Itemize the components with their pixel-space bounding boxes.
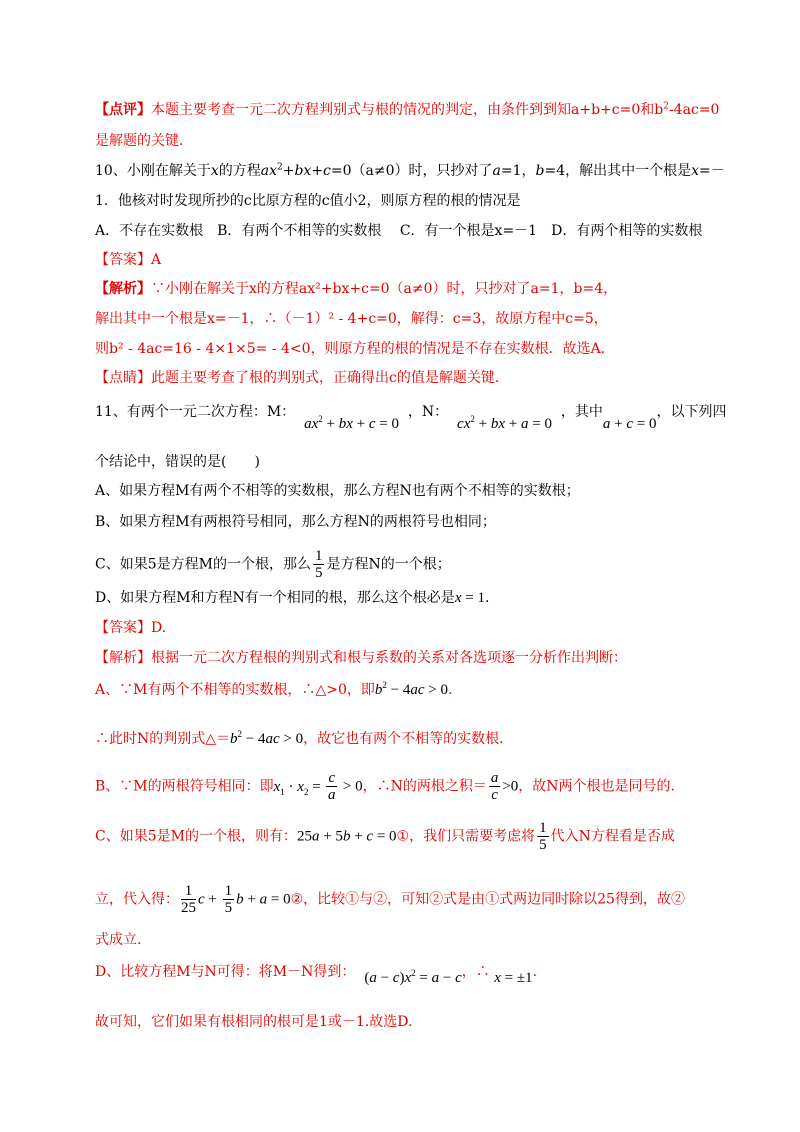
q10-comment: 【点睛】此题主要考查了根的判别式，正确得出c的值是解题关键． bbox=[95, 370, 509, 386]
q11-analysis-c1: C、如果5是M的一个根，则有：25a + 5b + c = 0①，我们只需要考虑将 $\frac{1}{5}$ 代入N方程看是否成 bbox=[95, 820, 675, 853]
q11-intro-2: 个结论中，错误的是( ) bbox=[95, 454, 260, 470]
comment-line-2: 是解题的关键． bbox=[95, 133, 193, 149]
q11-option-b: B、如果方程M有两根符号相同，那么方程N的两根符号也相同； bbox=[95, 514, 496, 530]
comment-line-1: 【点评】本题主要考查一元二次方程判别式与根的情况的判定，由条件到到知a+b+c=0和$b^2-4ac=0$ bbox=[95, 101, 720, 118]
q10-options: A．不存在实数根 B．有两个不相等的实数根 C．有一个根是x=－1 D．有两个相等的实数根 bbox=[95, 223, 703, 239]
q10-line-1: 10、小刚在解关于x的方程$ax^2+bx+c=0(a\ne 0)$时，只抄对了a=1，b=4，解出其中一个根是x=－ bbox=[95, 162, 725, 179]
q11-analysis-b: B、∵M的两根符号相同：即$x_1 \cdot x_2$ = $\frac{c}{a}$ > 0，∴N的两根之积＝ $\frac{a}{c}$ >0，故N两个根也是同号的. bbox=[95, 770, 675, 803]
q11-analysis-d: D、比较方程M与N可得：将M－N得到： $(a - c)x^2 = a - c$，∴ x = ±1. bbox=[95, 964, 538, 986]
q10-analysis-2: 解出其中一个根是x=－1，∴（－1）² - 4+c=0，解得：c=3，故原方程中c=5， bbox=[95, 311, 608, 327]
q11-answer: 【答案】D. bbox=[95, 620, 167, 636]
q11-analysis-a1: A、∵M有两个不相等的实数根，∴△>0，即$b^2 - 4ac > 0$. bbox=[95, 680, 453, 698]
q10-answer: 【答案】A bbox=[95, 252, 162, 268]
q11-final: 故可知，它们如果有根相同的根可是1或－1.故选D. bbox=[95, 1014, 413, 1030]
comment-tag: 【点评】 bbox=[95, 102, 151, 118]
q10-analysis-3: 则b² - 4ac=16 - 4×1×5= - 4<0，则原方程的根的情况是不存在实数根．故选A． bbox=[95, 341, 615, 357]
q11-option-a: A、如果方程M有两个不相等的实数根，那么方程N也有两个不相等的实数根； bbox=[95, 483, 580, 499]
q11-analysis-1: 【解析】根据一元二次方程根的判别式和根与系数的关系对各选项逐一分析作出判断： bbox=[95, 650, 627, 666]
q10-line-2: 1．他核对时发现所抄的c比原方程的c值小2，则原方程的根的情况是 bbox=[95, 193, 521, 209]
q11-option-d: D、如果方程M和方程N有一个相同的根，那么这个根必是x = 1. bbox=[95, 590, 490, 606]
q11-analysis-c3: 式成立. bbox=[95, 932, 142, 948]
q11-analysis-c2: 立，代入得： $\frac{1}{25}$ c + $\frac{1}{5}$ b + a = 0②，比较①与②，可知②式是由①式两边同时除以25得到，故② bbox=[95, 883, 685, 916]
q10-analysis-1: 【解析】∵小刚在解关于x的方程ax²+bx+c=0（a≠0）时，只抄对了a=1，b=4， bbox=[95, 281, 618, 297]
q11-analysis-a2: ∴此时N的判别式$\triangle=b^2 - 4ac > 0$，故它也有两个不相等的实数根. bbox=[95, 729, 504, 747]
q11-option-c: C、如果5是方程M的一个根，那么 $\frac{1}{5}$ 是方程N的一个根； bbox=[95, 548, 451, 581]
q11-intro: 11、有两个一元二次方程：M： $ax^2$ + bx + c = 0 ，N： $cx^2$ + bx + a = 0 ，其中a + c = 0，以下列四 bbox=[95, 404, 727, 432]
